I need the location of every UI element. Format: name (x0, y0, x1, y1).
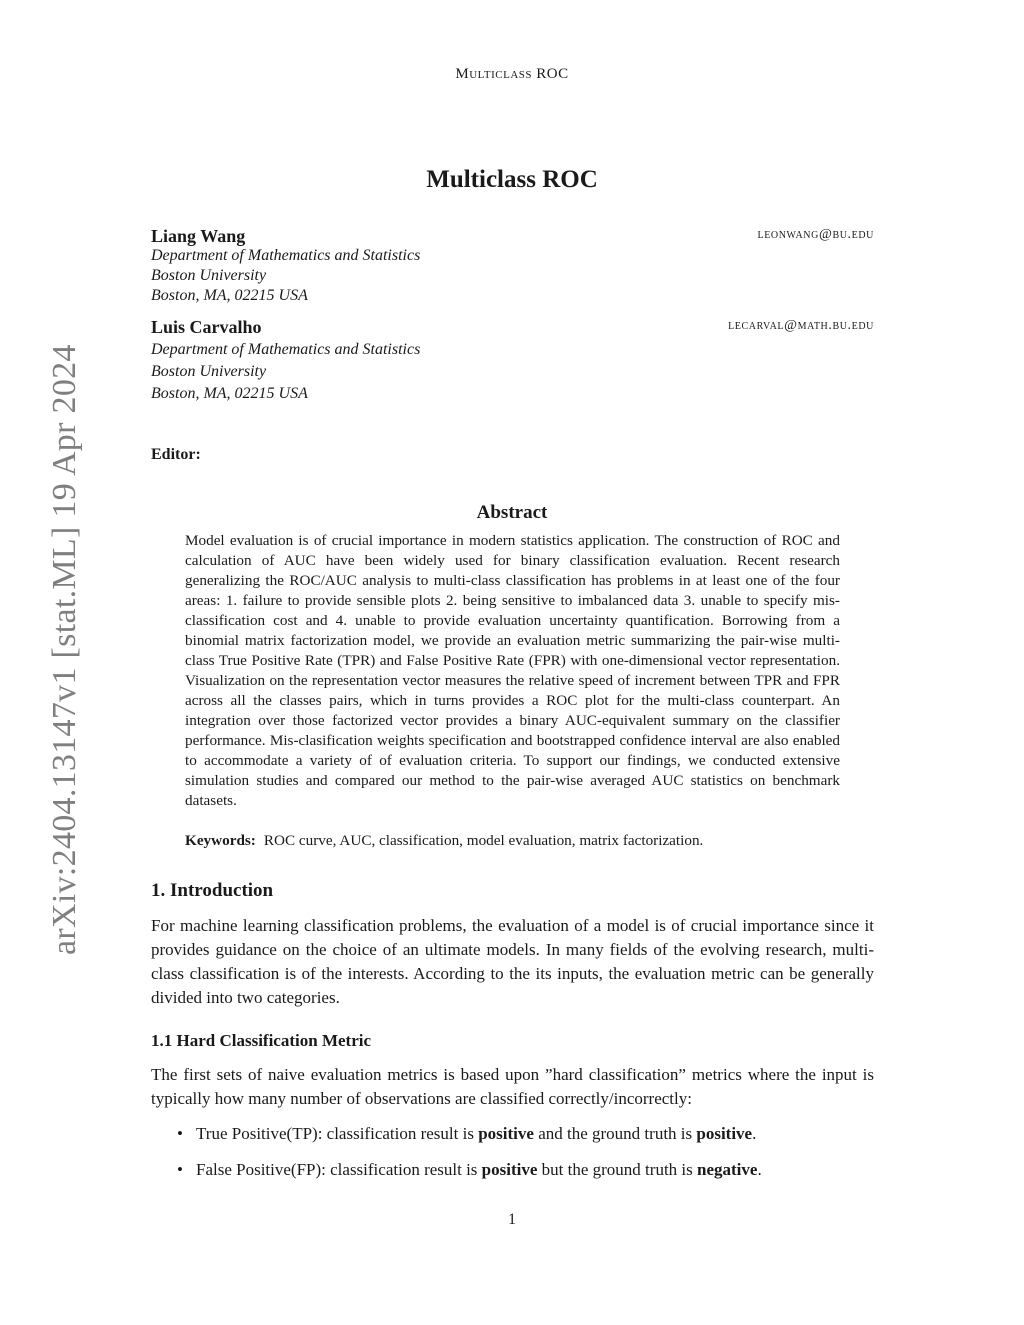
list-item-false-positive: • False Positive(FP): classification result is positive but the ground truth is negative. (177, 1158, 874, 1182)
author-name: Liang Wang (151, 226, 246, 246)
abstract-text: Model evaluation is of crucial importance in modern statistics application. The construction of ROC and calculation of AUC have been widely used for binary classification evaluation. Recent research generalizing the ROC/AUC analysis to multi-class classification has problems in at least one of the four areas: 1. failure to provide sensible plots 2. being sensitive to imbalanced data 3. unable to specify mis-classification cost and 4. unable to provide evaluation uncertainty quantification. Borrowing from a binomial matrix factorization model, we provide an evaluation metric summarizing the pair-wise multi-class True Positive Rate (TPR) and False Positive Rate (FPR) with one-dimensional vector representation. Visualization on the representation vector measures the relative speed of increment between TPR and FPR across all the classes pairs, which in turns provides a ROC plot for the multi-class counterpart. An integration over those factorized vector provides a binary AUC-equivalent summary on the classifier performance. Mis-clasification weights specification and bootstrapped confidence interval are also enabled to accommodate a variety of of evaluation criteria. To support our findings, we conducted extensive simulation studies and compared our method to the pair-wise averaged AUC statistics on benchmark datasets. (185, 532, 840, 809)
editor-label: Editor: (151, 446, 201, 463)
author-address: Boston, MA, 02215 USA (151, 385, 308, 402)
abstract-heading: Abstract (476, 502, 548, 523)
list-item-true-positive: • True Positive(TP): classification result is positive and the ground truth is positive. (177, 1122, 874, 1146)
keywords-label: Keywords: (185, 832, 256, 849)
subsection-heading-hard-classification: 1.1 Hard Classification Metric (151, 1031, 372, 1050)
keywords-list: ROC curve, AUC, classification, model evaluation, matrix factorization. (263, 832, 704, 849)
page-number: 1 (508, 1211, 516, 1228)
author-department: Department of Mathematics and Statistics (151, 341, 421, 358)
section-heading-introduction: 1. Introduction (151, 880, 274, 901)
author-email: lecarval@math.bu.edu (728, 318, 874, 333)
author-name: Luis Carvalho (151, 317, 262, 337)
introduction-paragraph: For machine learning classification problems, the evaluation of a model is of crucial importance since it provides guidance on the choice of an ultimate models. In many fields of the evolving research, multi-class classification is of the interests. According to the its inputs, the evaluation metric can be generally divided into two categories. (151, 916, 874, 1007)
author-block-1 (151, 226, 874, 306)
running-head: Multiclass ROC (455, 66, 569, 82)
author-block-2 (151, 317, 874, 404)
author-university: Boston University (151, 267, 267, 284)
author-department: Department of Mathematics and Statistics (151, 247, 421, 264)
paper-title: Multiclass ROC (426, 166, 598, 193)
author-email: leonwang@bu.edu (757, 227, 874, 242)
arxiv-identifier-stamp: arXiv:2404.13147v1 [stat.ML] 19 Apr 2024 (46, 344, 83, 955)
author-address: Boston, MA, 02215 USA (151, 287, 308, 304)
hard-classification-paragraph: The first sets of naive evaluation metrics is based upon ”hard classification” metrics where the input is typically how many number of observations are classified correctly/incorrectly: (151, 1065, 874, 1108)
keywords-line (185, 831, 840, 851)
bullet-dot: • (177, 1160, 183, 1179)
bullet-dot: • (177, 1124, 183, 1143)
author-university: Boston University (151, 363, 267, 380)
